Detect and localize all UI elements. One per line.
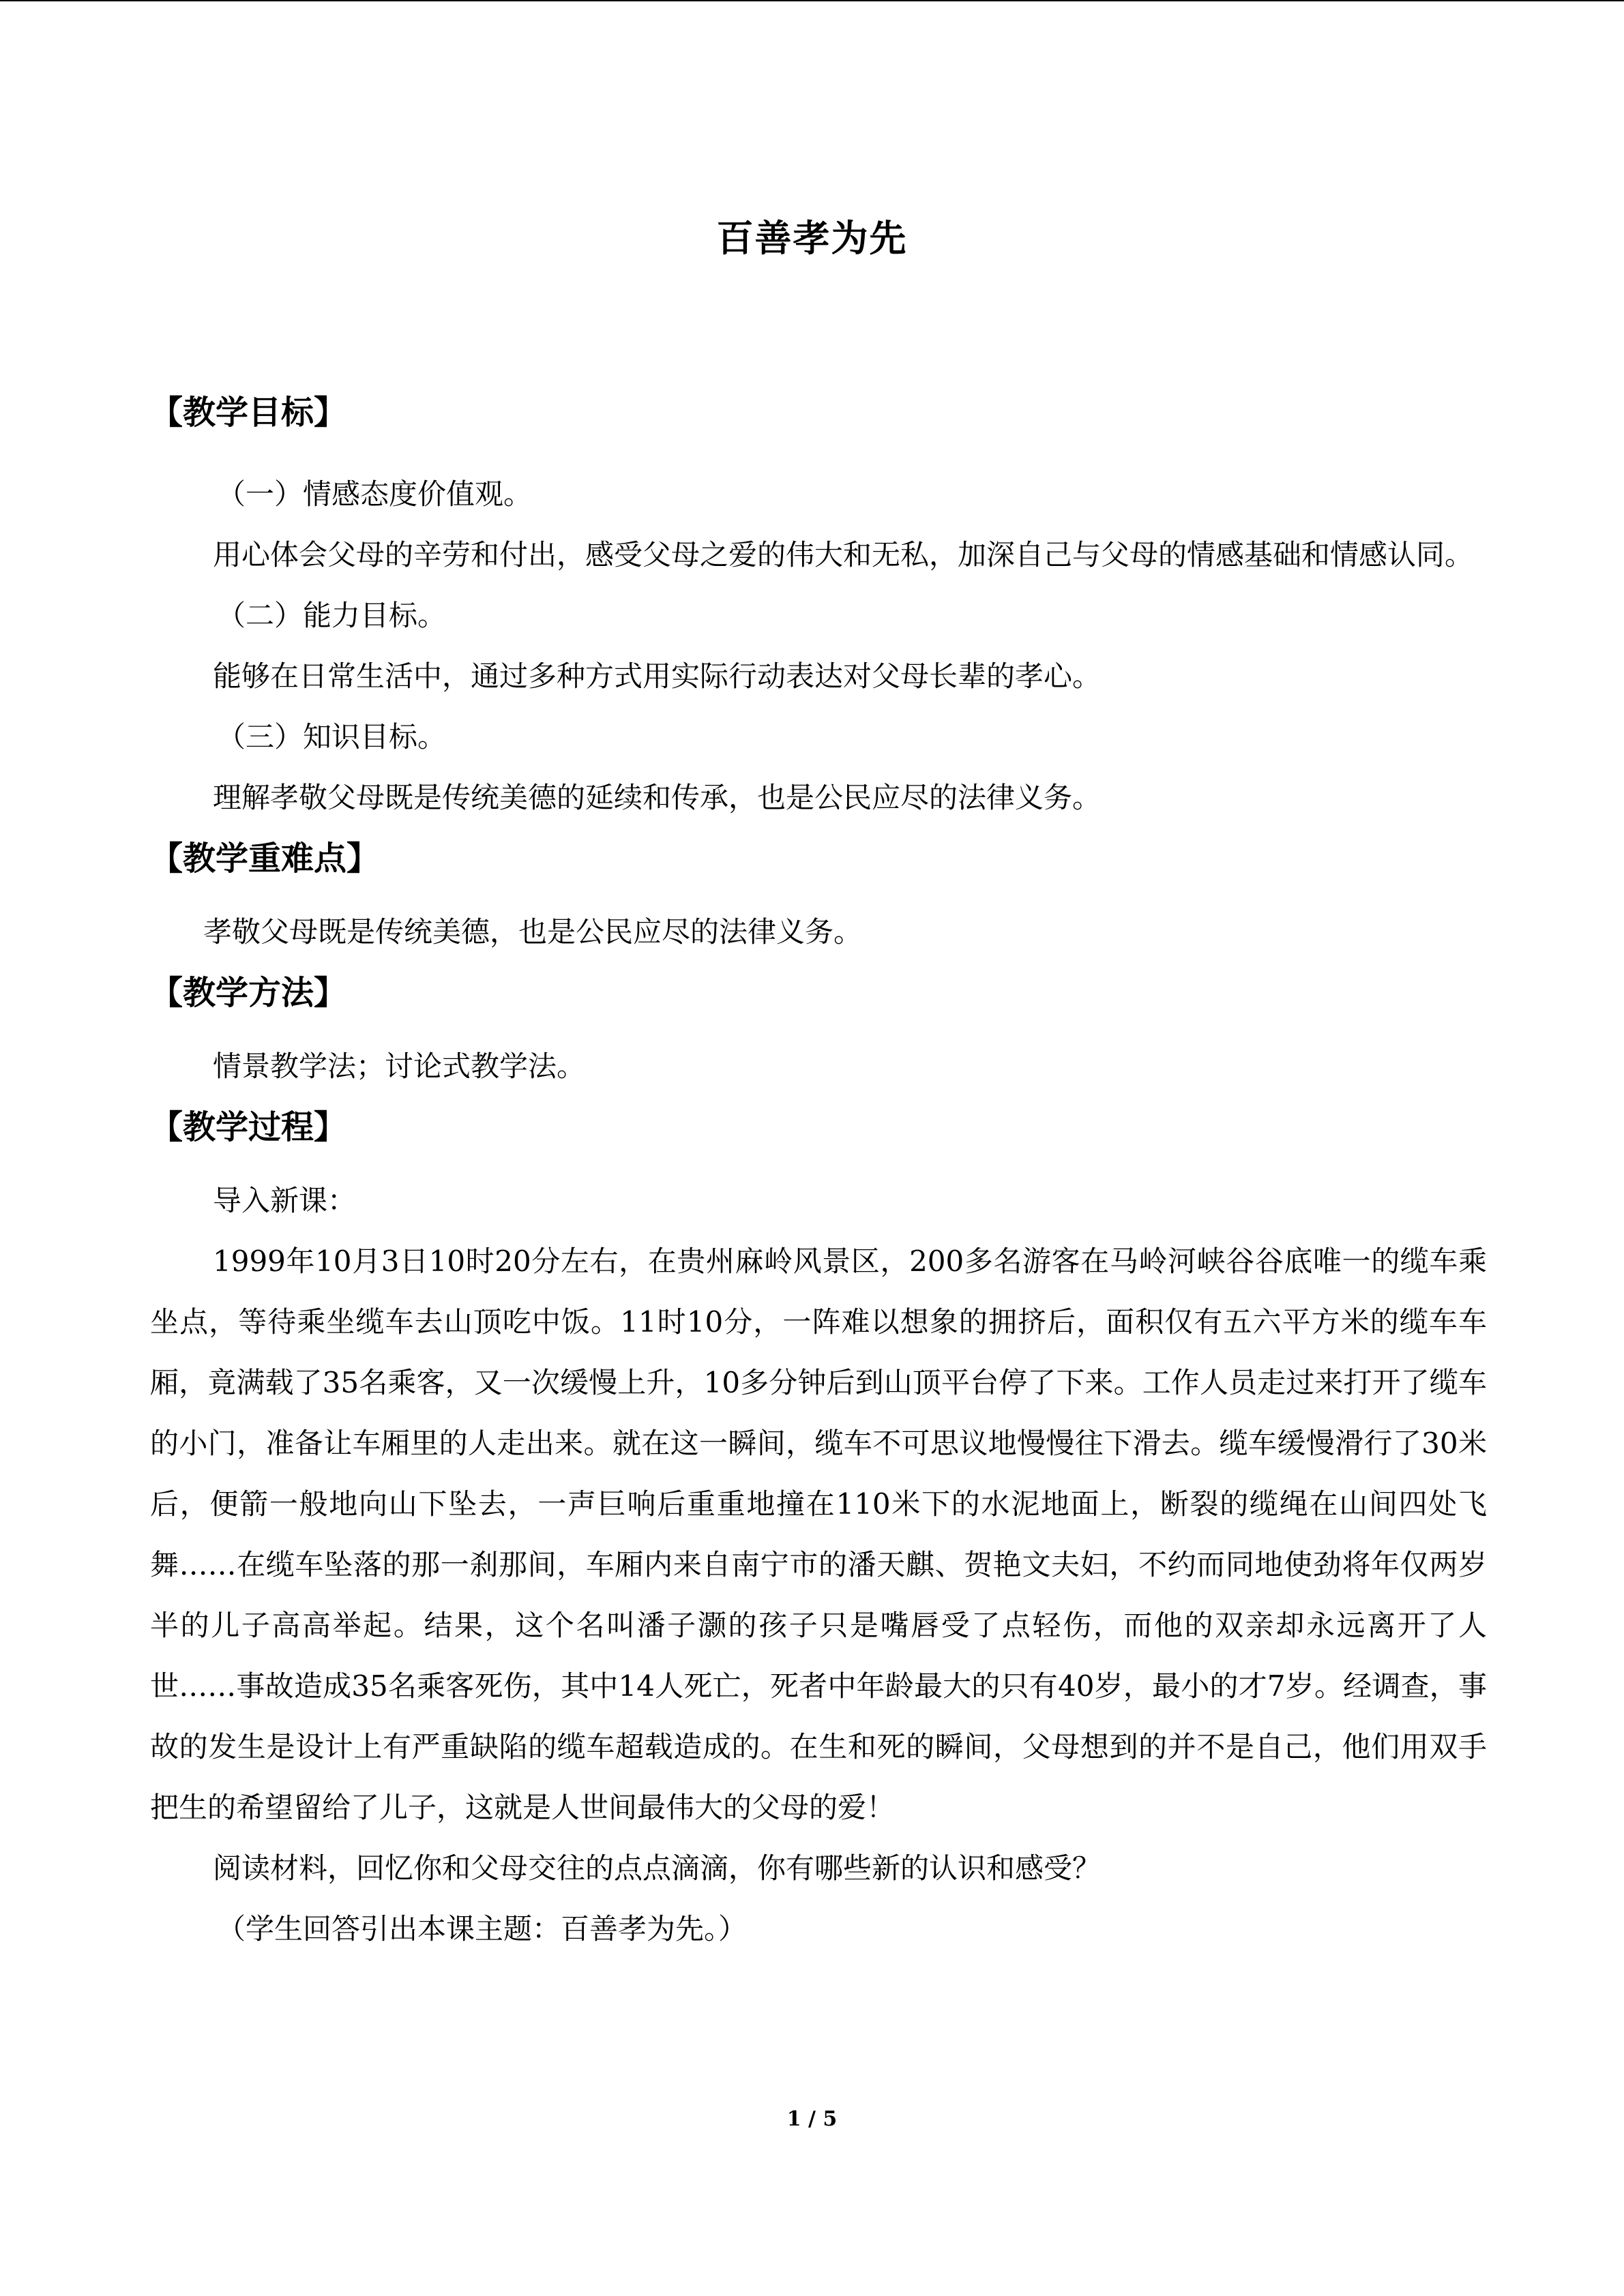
page-number: 1 / 5 — [786, 2107, 838, 2131]
goal-subheading-knowledge: （三）知识目标。 — [217, 720, 447, 754]
section-heading-goals: 【教学目标】 — [150, 393, 347, 432]
section-heading-methods: 【教学方法】 — [150, 974, 347, 1012]
section-heading-process: 【教学过程】 — [150, 1108, 347, 1146]
process-story-text: 1999年10月3日10时20分左右，在贵州麻岭风景区，200多名游客在马岭河峡谷谷底唯一的缆车乘坐点，等待乘坐缆车去山顶吃中饭。11时10分，一阵难以想象的拥挤后，面积仅有五六平方米的缆车车厢，竟满载了35名乘客，又一次缓慢上升，10多分钟后到山顶平台停了下来。工作人员走过来打开了缆车的小门，准备让车厢里的人走出来。就在这一瞬间，缆车不可思议地慢慢往下滑去。缆车缓慢滑行了30米后，便箭一般地向山下坠去，一声巨响后重重地撞在110米下的水泥地面上，断裂的缆绳在山间四处飞舞……在缆车坠落的那一刹那间，车厢内来自南宁市的潘天麒、贺艳文夫妇，不约而同地使劲将年仅两岁半的儿子高高举起。结果，这个名叫潘子灏的孩子只是嘴唇受了点轻伤，而他的双亲却永远离开了人世……事故造成35名乘客死伤，其中14人死亡，死者中年龄最大的只有40岁，最小的才7岁。经调查，事故的发生是设计上有严重缺陷的缆车超载造成的。在生和死的瞬间，父母想到的并不是自己，他们用双手把生的希望留给了儿子，这就是人世间最伟大的父母的爱！ — [150, 1244, 1487, 1824]
goal-subheading-emotion: （一）情感态度价值观。 — [217, 477, 533, 511]
goal-text-ability: 能够在日常生活中，通过多种方式用实际行动表达对父母长辈的孝心。 — [213, 659, 1102, 693]
goal-subheading-ability: （二）能力目标。 — [217, 599, 447, 632]
section-heading-key-points: 【教学重难点】 — [150, 839, 380, 878]
goal-text-knowledge: 理解孝敬父母既是传统美德的延续和传承，也是公民应尽的法律义务。 — [213, 781, 1102, 814]
document-title: 百善孝为先 — [716, 217, 908, 260]
methods-text: 情景教学法；讨论式教学法。 — [213, 1049, 586, 1083]
key-points-text: 孝敬父母既是传统美德，也是公民应尽的法律义务。 — [203, 915, 863, 949]
document-body — [150, 382, 1487, 1959]
goal-text-emotion: 用心体会父母的辛劳和付出，感受父母之爱的伟大和无私，加深自己与父母的情感基础和情感认同。 — [213, 538, 1474, 571]
process-intro-label: 导入新课： — [213, 1184, 357, 1217]
top-border-line — [0, 0, 1624, 1]
process-note: （学生回答引出本课主题：百善孝为先。） — [217, 1912, 748, 1945]
process-question: 阅读材料，回忆你和父母交往的点点滴滴，你有哪些新的认识和感受？ — [213, 1851, 1102, 1885]
